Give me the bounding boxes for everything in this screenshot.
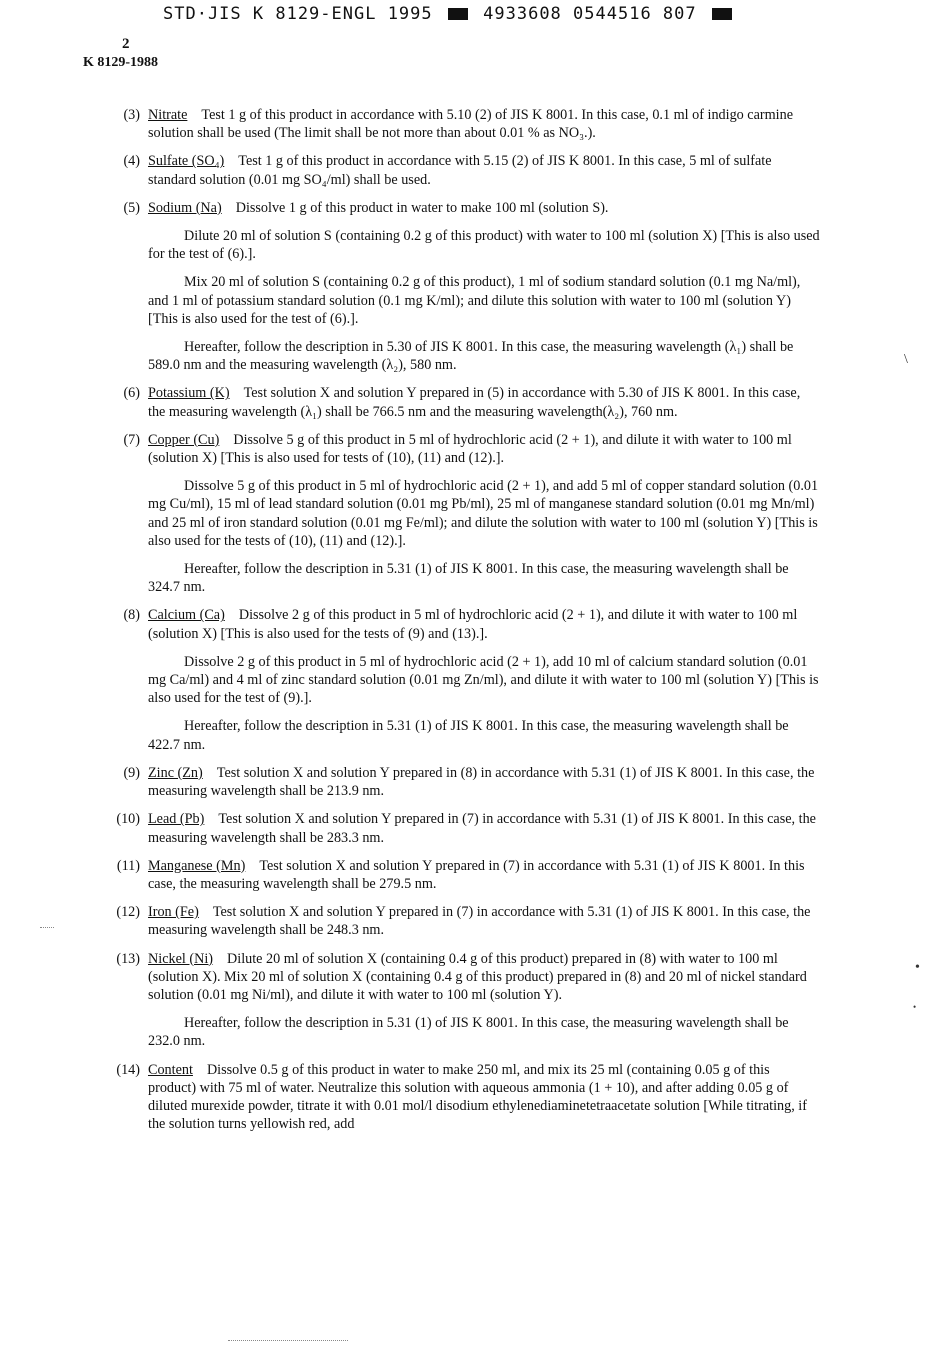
item-number: (10) (116, 811, 140, 828)
item-title: Sulfate (SO₄) (148, 153, 225, 170)
item-potassium (108, 384, 820, 420)
scan-line (40, 927, 54, 928)
item-manganese (108, 857, 820, 893)
item-title: Calcium (Ca) (148, 607, 225, 624)
item-text: Dissolve 2 g of this product in 5 ml of hydrochloric acid (2 + 1), and dilute it with water to 100 ml (solution X) [This is also used for the tests of (9) and (13).]. (148, 607, 798, 642)
document-body (108, 106, 820, 1143)
page-number: 2 (122, 36, 130, 52)
barcode-block-2 (712, 8, 732, 20)
item-copper (108, 431, 820, 467)
paragraph: Dissolve 5 g of this product in 5 ml of hydrochloric acid (2 + 1), and add 5 ml of copper standard solution (0.01 mg Cu/ml), 15 ml of lead standard solution (0.01 mg Pb/ml), 25 ml of manganese standard solution (0.01 mg Mn/ml) and 25 ml of iron standard solution (0.01 mg Fe/ml); and dilute the solution with water to 100 ml (solution Y) [This is also used for the tests of (10), (11) and (12).]. (148, 478, 819, 549)
stamp-code-1: 4933608 (483, 4, 562, 24)
item-title: Content (148, 1061, 193, 1078)
item-text: Test solution X and solution Y prepared in (7) in accordance with 5.31 (1) of JIS K 8001. In this case, the measuring wavelength shall be 248.3 nm. (148, 904, 811, 939)
item-number: (13) (116, 950, 140, 967)
item-lead (108, 810, 820, 846)
item-title: Lead (Pb) (148, 811, 205, 828)
item-sulfate (108, 152, 820, 188)
item-number: (4) (123, 153, 140, 170)
item-title: Potassium (K) (148, 385, 230, 402)
item-title: Copper (Cu) (148, 431, 220, 448)
paragraph: Dissolve 2 g of this product in 5 ml of hydrochloric acid (2 + 1), add 10 ml of calcium standard solution (0.01 mg Ca/ml) and 4 ml of zinc standard solution (0.01 mg Zn/ml), and dilute it with water to 100 ml (solution Y) [This is also used for the test of (9).]. (148, 653, 819, 707)
item-number: (5) (123, 199, 140, 216)
item-number: (3) (123, 107, 140, 123)
paragraph: Hereafter, follow the description in 5.30 of JIS K 8001. In this case, the measuring wavelength (λ₁) shall be 589.0 nm and the measuring wavelength (λ₂), 580 nm. (148, 339, 794, 374)
item-number: (7) (123, 431, 140, 448)
paragraph: Mix 20 ml of solution S (containing 0.2 g of this product), 1 ml of sodium standard solution (0.1 mg Na/ml), and 1 ml of potassium standard solution (0.1 mg K/ml); and dilute this solution with water to 100 ml (solution Y) [This is also used for the test of (6).]. (148, 274, 801, 327)
item-text: Test solution X and solution Y prepared in (5) in accordance with 5.30 of JIS K 8001. In this case, the measuring wavelength (λ₁) shall be 766.5 nm and the measuring wavelength(λ₂), 760 nm. (148, 385, 801, 420)
item-number: (12) (116, 904, 140, 921)
item-title: Nitrate (148, 107, 188, 123)
item-text: Dissolve 1 g of this product in water to make 100 ml (solution S). (235, 199, 609, 216)
item-title: Sodium (Na) (148, 199, 222, 216)
scan-speck: \ (904, 352, 908, 367)
paragraph: Hereafter, follow the description in 5.31 (1) of JIS K 8001. In this case, the measuring wavelength shall be 422.7 nm. (148, 718, 789, 753)
item-text: Dilute 20 ml of solution X (containing 0.4 g of this product) prepared in (8) with water to 100 ml (solution X). Mix 20 ml of solution X (containing 0.4 g of this product) prepared in (8) and 20 ml of nickel standard solution (0.01 mg Ni/ml), and dilute it with water to 100 ml (solution Y). (148, 950, 807, 1003)
item-number: (8) (123, 607, 140, 624)
item-nickel (108, 950, 820, 1005)
item-nitrate (108, 106, 820, 142)
document-stamp (163, 4, 736, 24)
item-text: Dissolve 5 g of this product in 5 ml of hydrochloric acid (2 + 1), and dilute it with water to 100 ml (solution X) [This is also used for tests of (10), (11) and (12).]. (148, 431, 792, 467)
item-title: Manganese (Mn) (148, 857, 246, 874)
scan-line (228, 1340, 348, 1341)
item-number: (11) (116, 857, 140, 874)
item-sodium (108, 199, 820, 217)
item-title: Iron (Fe) (148, 904, 199, 921)
scan-speck: • (913, 1002, 917, 1012)
scan-speck: • (915, 960, 920, 975)
item-content (108, 1061, 820, 1134)
item-text: Dissolve 0.5 g of this product in water to make 250 ml, and mix its 25 ml (containing 0.05 g of this product) with 75 ml of water. Neutralize this solution with aqueous ammonia (1 + 10), and after adding 0.05 g of diluted murexide powder, titrate it with 0.01 mol/l disodium ethylenediaminetetraacetate solution [While titrating, if the solution turns yellowish red, add (148, 1061, 807, 1133)
stamp-left: STD·JIS K 8129-ENGL 1995 (163, 4, 433, 24)
stamp-code-2: 0544516 807 (573, 4, 697, 24)
paragraph: Dilute 20 ml of solution S (containing 0.2 g of this product) with water to 100 ml (solution X) [This is also used for the test of (6).]. (148, 228, 820, 263)
paragraph: Hereafter, follow the description in 5.31 (1) of JIS K 8001. In this case, the measuring wavelength shall be 324.7 nm. (148, 561, 789, 596)
item-title: Zinc (Zn) (148, 764, 203, 781)
item-calcium (108, 606, 820, 642)
item-text: Test 1 g of this product in accordance with 5.15 (2) of JIS K 8001. In this case, 5 ml of sulfate standard solution (0.01 mg SO₄/ml) shall be used. (148, 153, 772, 188)
item-number: (14) (116, 1061, 140, 1078)
document-id: K 8129-1988 (83, 55, 159, 70)
paragraph: Hereafter, follow the description in 5.31 (1) of JIS K 8001. In this case, the measuring wavelength shall be 232.0 nm. (148, 1015, 789, 1050)
item-text: Test 1 g of this product in accordance with 5.10 (2) of JIS K 8001. In this case, 0.1 ml of indigo carmine solution shall be used (The limit shall be not more than about 0.01 % as NO₃.). (148, 107, 793, 142)
barcode-block-1 (448, 8, 468, 20)
item-iron (108, 903, 820, 939)
item-title: Nickel (Ni) (148, 950, 214, 967)
item-text: Test solution X and solution Y prepared in (7) in accordance with 5.31 (1) of JIS K 8001. In this case, the measuring wavelength shall be 283.3 nm. (148, 811, 816, 846)
item-text: Test solution X and solution Y prepared in (7) in accordance with 5.31 (1) of JIS K 8001. In this case, the measuring wavelength shall be 279.5 nm. (148, 857, 805, 892)
item-zinc (108, 764, 820, 800)
item-text: Test solution X and solution Y prepared in (8) in accordance with 5.31 (1) of JIS K 8001. In this case, the measuring wavelength shall be 213.9 nm. (148, 764, 815, 800)
item-number: (6) (123, 385, 140, 402)
item-number: (9) (123, 764, 140, 781)
